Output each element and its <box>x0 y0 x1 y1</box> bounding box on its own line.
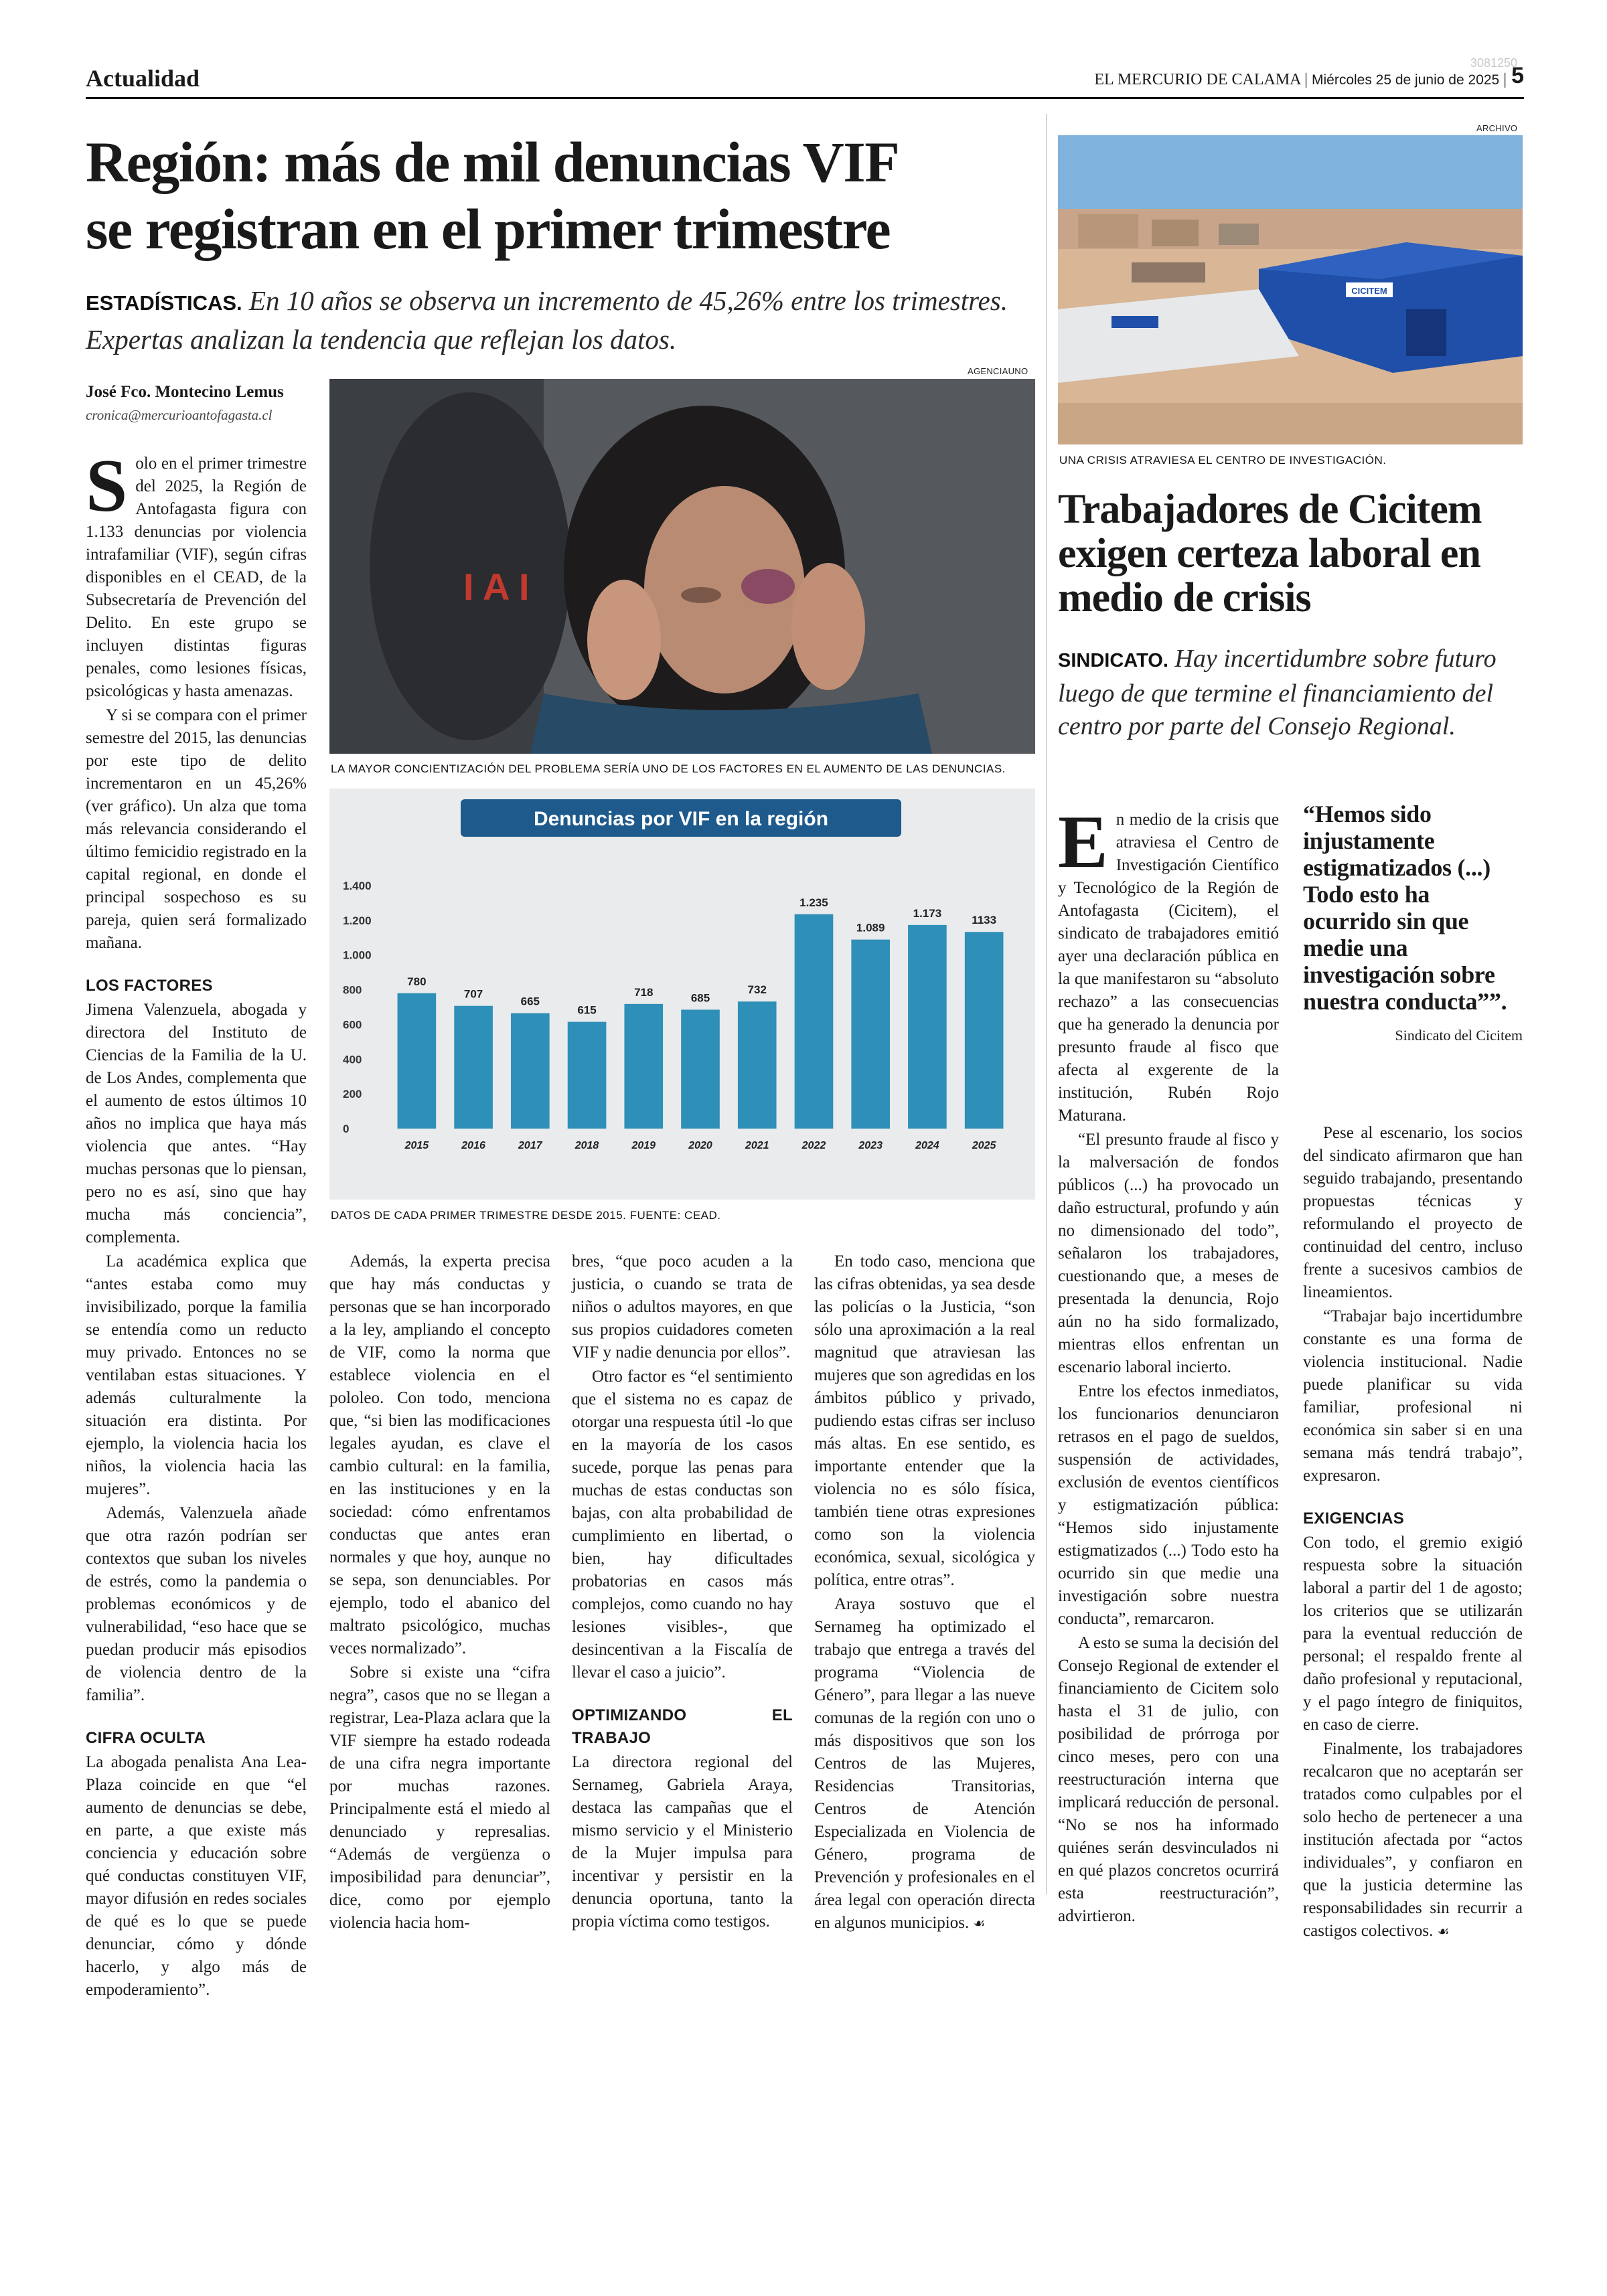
x-tick-label: 2016 <box>461 1140 485 1151</box>
page-header <box>86 56 1524 99</box>
bar-chart-svg <box>329 789 1035 1200</box>
chart-bar <box>568 1022 607 1129</box>
x-tick-label: 2015 <box>404 1140 429 1151</box>
x-tick-label: 2017 <box>518 1140 542 1151</box>
chart-bar <box>908 925 947 1129</box>
subhead-exigencias: EXIGENCIAS <box>1303 1509 1405 1528</box>
y-tick-label: 1.200 <box>343 914 372 927</box>
side-photo-credit: ARCHIVO <box>1476 123 1518 133</box>
x-tick-label: 2023 <box>858 1140 883 1151</box>
y-tick-label: 600 <box>343 1018 362 1032</box>
byline <box>86 383 313 424</box>
end-mark: ☙ <box>973 1915 986 1931</box>
watermark: 3081250 <box>1470 56 1517 70</box>
bar-data-label: 1.089 <box>856 921 885 934</box>
side-photo <box>1058 135 1523 444</box>
chart-bar <box>965 932 1004 1129</box>
x-tick-label: 2018 <box>575 1140 599 1151</box>
side-photo-caption: UNA CRISIS ATRAVIESA EL CENTRO DE INVESTIGACIÓN. <box>1059 454 1387 467</box>
factory-photo-illustration <box>1058 135 1523 444</box>
x-tick-label: 2021 <box>745 1140 769 1151</box>
chart-bar <box>398 993 437 1129</box>
author-name: José Fco. Montecino Lemus <box>86 383 284 401</box>
subhead-optimizando: OPTIMIZANDO EL TRABAJO <box>572 1706 793 1747</box>
side-deck: SINDICATO. Hay incertidumbre sobre futuro luego de que termine el financiamiento del centro por parte del Consejo Regional. <box>1058 645 1497 740</box>
main-col-2: Además, la experta precisa que hay más conductas y personas que se han incorporado a la ley, ampliando el concepto de VIF, como la norma que establece violencia en el pololeo. Con todo, menciona que, “si bien las modificaciones legales ayudan, es clave el cambio cultural: en la familia, en las instituciones y en la sociedad: cómo enfrentamos conductas que antes eran normales y que hoy, aunque no se sepa, son denunciables. Por ejemplo, todo el abanico del maltrato psicológico, muchas veces normalizado”. Sobre si existe una “cifra negra”, casos que no se llegan a registrar, Lea-Plaza aclara que la VIF siempre ha estado rodeada de una cifra negra importante por muchas razones. Principalmente está el miedo al denunciado y represalias. “Además de vergüenza o imposibilidad para denunciar”, dice, como por ejemplo violencia hacia hom- <box>329 1252 550 1932</box>
y-tick-label: 400 <box>343 1053 362 1066</box>
chart-bar <box>624 1004 663 1129</box>
woman-photo-illustration <box>329 379 1035 754</box>
side-kicker: SINDICATO. <box>1058 650 1168 671</box>
bar-data-label: 732 <box>747 983 767 997</box>
main-col-3: bres, “que poco acuden a la justicia, o cuando se trata de niños o adultos mayores, en que sus propios cuidadores cometen VIF y nadie denuncia por ellos”. Otro factor es “el sentimiento que el sistema no es capaz de otorgar una respuesta útil -lo que en la mayoría de los casos sucede, porque las penas para muchas de estas conductas son bajas, con alta probabilidad de cumplimiento en libertad, o bien, hay dificultades probatorias en casos más complejos, como cuando no hay lesiones visibles-, que desincentivan a la Fiscalía de llevar el caso a juicio”. OPTIMIZANDO EL TRABAJO La directora regional del Sernameg, Gabriela Araya, destaca las campañas que el mismo servicio y el Ministerio de la Mujer impulsa para incentivar y persistir en la denuncia oportuna, tanto la propia víctima como testigos. <box>572 1252 793 1931</box>
y-tick-label: 1.400 <box>343 880 372 892</box>
bar-data-label: 1.235 <box>799 896 828 909</box>
chart-title: Denuncias por VIF en la región <box>533 808 829 830</box>
y-tick-label: 1.000 <box>343 949 372 962</box>
main-photo <box>329 379 1035 754</box>
subhead-factores: LOS FACTORES <box>86 977 213 995</box>
pull-quote: “Hemos sido injustamente estigmatizados (...) Todo esto ha ocurrido sin que medie una investigación sobre nuestra conducta””. Sindicato del Cicitem <box>1303 801 1523 1044</box>
side-col-1: En medio de la crisis que atraviesa el Centro de Investigación Científico y Tecnológico de la Región de Antofagasta (Cicitem), el sindicato de trabajadores emitió ayer una declaración pública en la que manifestaron su “absoluto rechazo” a las consecuencias que ha generado la denuncia por presunto fraude al fisco que afecta al exgerente de la institución, Rubén Rojo Maturana. “El presunto fraude al fisco y la malversación de fondos públicos (...) ha provocado un daño estructural, profundo y aún no dimensionado del todo”, señalaron los trabajadores, cuestionando que, a meses de presentada la denuncia, Rojo aún no ha sido formalizado, mientras ellos enfrentan un escenario laboral incierto. Entre los efectos inmediatos, los funcionarios denunciaron retrasos en el pago de sueldos, suspensión de actividades, exclusión de eventos científicos y estigmatización pública: “Hemos sido injustamente estigmatizados (...) Todo esto ha ocurrido sin que medie una investigación sobre nuestra conducta”, remarcaron. A esto se suma la decisión del Consejo Regional de extender el financiamiento de Cicitem solo hasta el 31 de julio, con posibilidad de prórroga por cinco meses, pero con una reestructuración interna que implicará reducción de personal. “No se nos ha informado quiénes serán desvinculados ni en qué plazos concretos ocurrirá esta reestructuración”, advirtieron. <box>1058 801 1279 1925</box>
bar-data-label: 615 <box>577 1003 597 1017</box>
chart-bar <box>851 940 890 1129</box>
svg-text:I A I: I A I <box>463 566 530 608</box>
publication-name: EL MERCURIO DE CALAMA | Miércoles 25 de junio de 2025 | <box>1094 71 1507 88</box>
bar-data-label: 1133 <box>972 914 997 927</box>
bar-data-label: 665 <box>520 995 540 1008</box>
side-col-2: Pese al escenario, los socios del sindicato afirmaron que han seguido trabajando, presentando propuestas técnicas y reformulando el proyecto de continuidad del centro, incluso frente a sucesivos cambios de lineamientos. “Trabajar bajo incertidumbre constante es una forma de violencia institucional. Nadie puede planificar su vida familiar, profesional ni económica sin saber si en una semana más tendrá trabajo”, expresaron. EXIGENCIAS Con todo, el gremio exigió respuesta sobre la situación laboral a partir del 1 de agosto; los criterios que se utilizarán para la eventual reducción de personal; el respaldo frente al daño profesional y reputacional, y el pago íntegro de finiquitos, en caso de cierre. Finalmente, los trabajadores recalcaron que no aceptarán ser tratados como culpables por el solo hecho de pertenecer a una institución afectada por “actos individuales”, y confiaron en que la justicia determine las responsabilidades sin recurrir a castigos colectivos. ☙ <box>1303 1124 1523 1940</box>
y-tick-label: 200 <box>343 1088 362 1101</box>
bar-data-label: 780 <box>407 975 427 988</box>
bar-data-label: 718 <box>634 985 654 999</box>
side-end-mark: ☙ <box>1437 1923 1450 1939</box>
chart-bar <box>681 1009 720 1129</box>
vif-chart <box>329 789 1035 1200</box>
photo-caption: LA MAYOR CONCIENTIZACIÓN DEL PROBLEMA SERÍA UNO DE LOS FACTORES EN EL AUMENTO DE LAS DENUNCIAS. <box>331 762 1006 775</box>
x-tick-label: 2022 <box>801 1140 826 1151</box>
pull-quote-attribution: Sindicato del Cicitem <box>1395 1027 1523 1044</box>
factory-sign: CICITEM <box>1351 286 1387 296</box>
x-tick-label: 2020 <box>688 1140 712 1151</box>
main-col-1: Solo en el primer trimestre del 2025, la Región de Antofagasta figura con 1.133 denuncias por violencia intrafamiliar (VIF), según cifras disponibles en el CEAD, de la Subsecretaría de Prevención del Delito. En este grupo se incluyen distintas figuras penales, como lesiones físicas, psicológicas y hasta amenazas. Y si se compara con el primer semestre del 2015, las denuncias por este tipo de delito incrementaron en un 45,26% (ver gráfico). Un alza que toma más relevancia considerando el último femicidio registrado en la capital regional, en donde el principal sospechoso es su pareja, quien será formalizado mañana. LOS FACTORES Jimena Valenzuela, abogada y directora del Instituto de Ciencias de la Familia de la U. de Los Andes, complementa que el aumento de estos últimos 10 años no implica que haya más violencia que antes. “Hay muchas personas que lo piensan, pero no es así, sino que hay mucha más conciencia”, complementa. La académica explica que “antes estaba como muy invisibilizado, porque la familia se entendía como un reducto muy privado. Entonces no se ventilaban estas situaciones. Y además culturalmente la situación era distinta. Por ejemplo, la violencia hacia los niños, la violencia hacia las mujeres”. Además, Valenzuela añade que otra razón podrían ser contextos que suban los niveles de estrés, como la pandemia o problemas económicos y de vulnerabilidad, “eso hace que se puedan producir más episodios de violencia dentro de la familia”. CIFRA OCULTA La abogada penalista Ana Lea-Plaza coincide en que “el aumento de denuncias se debe, en parte, a que existe más conciencia y educación sobre qué conductas constituyen VIF, mayor difusión en redes sociales de qué es lo que se puede denunciar, cómo y dónde hacerlo, y algo más de empoderamiento”. <box>86 444 307 1999</box>
chart-bar <box>795 914 834 1129</box>
y-tick-label: 0 <box>343 1123 350 1135</box>
column-divider <box>1046 114 1047 1894</box>
main-kicker: ESTADÍSTICAS. <box>86 291 242 315</box>
y-tick-label: 800 <box>343 983 362 997</box>
section-label: Actualidad <box>86 65 200 92</box>
main-deck: ESTADÍSTICAS. En 10 años se observa un incremento de 45,26% entre los trimestres. Expertas analizan la tendencia que reflejan los datos. <box>86 285 1008 355</box>
bar-data-label: 685 <box>690 991 710 1005</box>
main-col-4: En todo caso, menciona que las cifras obtenidas, ya sea desde las policías o la Justicia, “son sólo una aproximación a la real magnitud que atraviesan las mujeres que son agredidas en los ámbitos público y privado, pudiendo estas cifras ser incluso más altas. En ese sentido, es importante entender que la violencia no es sólo física, también tiene otras expresiones como son la violencia económica, sexual, sicológica y política, entre otras”. Araya sostuvo que el Sernameg ha optimizado el trabajo que entrega a través del programa “Violencia de Género”, para llegar a las nueve comunas de la región con uno o más dispositivos que son los Centros de las Mujeres, Residencias Transitorias, Centros de Atención Especializada en Violencia de Género, programa de Prevención y profesionales en el área legal con operación directa en algunos municipios. ☙ <box>814 1252 1035 1932</box>
photo-credit: AGENCIAUNO <box>968 366 1028 376</box>
author-email: cronica@mercurioantofagasta.cl <box>86 407 273 423</box>
chart-bar <box>738 1001 777 1129</box>
main-headline: Región: más de mil denuncias VIF se registran en el primer trimestre <box>86 130 899 261</box>
side-dropcap: E <box>1058 801 1108 884</box>
bar-data-label: 707 <box>463 987 483 1001</box>
bar-data-label: 1.173 <box>913 906 942 920</box>
subhead-cifra-oculta: CIFRA OCULTA <box>86 1729 206 1747</box>
x-tick-label: 2025 <box>972 1140 996 1151</box>
dropcap: S <box>86 444 128 527</box>
x-tick-label: 2024 <box>915 1140 939 1151</box>
side-headline: Trabajadores de Cicitem exigen certeza laboral en medio de crisis <box>1058 487 1482 621</box>
chart-caption: DATOS DE CADA PRIMER TRIMESTRE DESDE 2015. FUENTE: CEAD. <box>331 1209 721 1222</box>
x-tick-label: 2019 <box>631 1140 656 1151</box>
page-number: 5 <box>1511 63 1524 88</box>
chart-bar <box>511 1013 550 1129</box>
chart-bar <box>454 1006 493 1129</box>
